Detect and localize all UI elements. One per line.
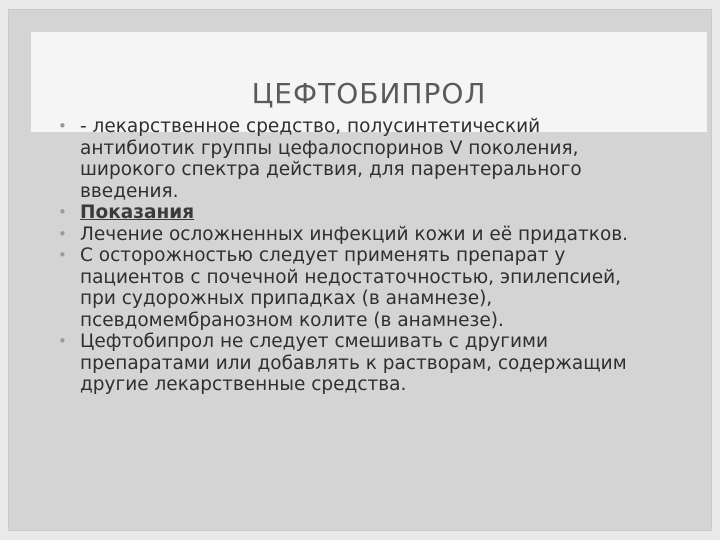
bullet-text: Цефтобипрол не следует смешивать с другими препаратами или добавлять к растворам, содержащим другие лекарственные средства. xyxy=(80,331,627,395)
bullet-text: С осторожностью следует применять препарат у пациентов с почечной недостаточностью, эпилепсией, при судорожных припадках (в анамнезе), псевдомембранозном колите (в анамнезе). xyxy=(80,245,621,331)
bullet-marker: • xyxy=(58,117,67,135)
indications-link[interactable]: Показания xyxy=(80,202,195,223)
bullet-text: - лекарственное средство, полусинтетический антибиотик группы цефалоспоринов V поколения, широкого спектра действия, для парентерального введения. xyxy=(80,116,582,202)
bullet-item xyxy=(58,224,658,246)
bullet-item xyxy=(58,245,658,331)
bullet-marker: • xyxy=(58,203,67,221)
bullet-item xyxy=(58,331,658,396)
bullet-marker: • xyxy=(58,246,67,264)
bullet-item xyxy=(58,116,658,202)
bullet-list xyxy=(58,116,658,396)
bullet-text: Лечение осложненных инфекций кожи и её придатков. xyxy=(80,223,629,245)
bullet-marker: • xyxy=(58,224,67,243)
slide xyxy=(8,9,712,531)
slide-title: ЦЕФТОБИПРОЛ xyxy=(251,77,487,110)
bullet-marker: • xyxy=(58,332,67,350)
bullet-item[interactable] xyxy=(58,202,658,224)
